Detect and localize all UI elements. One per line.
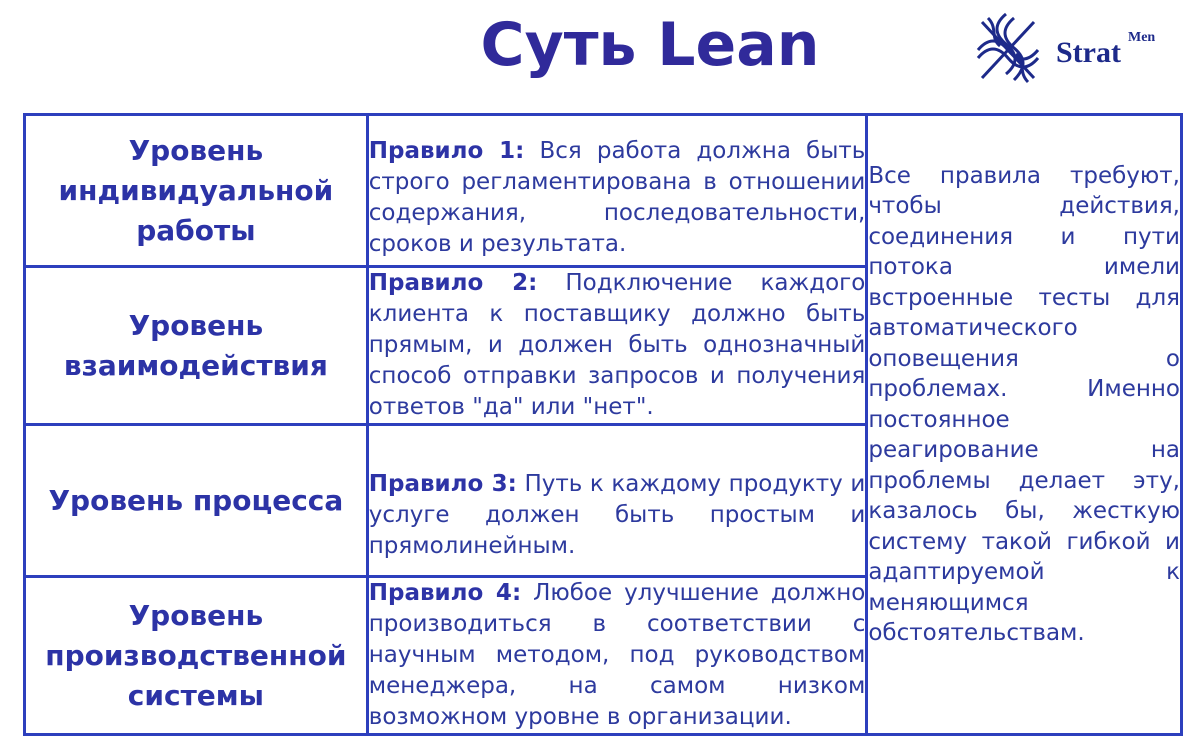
rule-text: Вся работа должна быть строго регламентирована в отношении содержания, последовательности, сроков и результата. [368,137,866,257]
level-cell: Уровень индивидуальной работы [25,115,368,267]
logo-text: Strat [1056,36,1121,69]
rule-label: Правило 4: [368,580,522,606]
rule-cell [367,425,867,577]
summary-cell [867,115,1182,735]
rule-text: Любое улучшение должно производиться в соответствии с научным методом, под руководством менеджера, на самом низком возможном уровне в организации. [368,580,866,730]
level-cell: Уровень процесса [25,425,368,577]
rule-label: Правило 2: [368,270,538,296]
table-row [25,115,1182,267]
lean-rules-table [23,113,1183,736]
page-title-text: Суть Lean [480,10,820,80]
stratmen-logo [968,8,1183,93]
rule-text: Подключение каждого клиента к поставщику должно быть прямым, и должен быть однозначный способ отправки запросов и получения ответов "да" или "нет". [368,270,866,420]
level-cell: Уровень взаимодействия [25,267,368,425]
rule-text: Путь к каждому продукту и услуге должен быть простым и прямолинейным. [368,471,866,559]
rule-cell [367,577,867,735]
stratmen-emblem-icon [968,8,1058,93]
rule-cell [367,267,867,425]
level-cell: Уровень производственной системы [25,577,368,735]
rule-label: Правило 1: [368,137,525,164]
rule-cell [367,115,867,267]
rule-label: Правило 3: [368,471,517,497]
logo-superscript: Men [1128,30,1156,45]
summary-text: Все правила требуют, чтобы действия, соединения и пути потока имели встроенные тесты для автоматического оповещения о проблемах. Именно постоянное реагирование на проблемы делает эту, казалось бы, жесткую систему такой гибкой и адаптируемой к меняющимся обстоятельствам. [868,162,1180,646]
